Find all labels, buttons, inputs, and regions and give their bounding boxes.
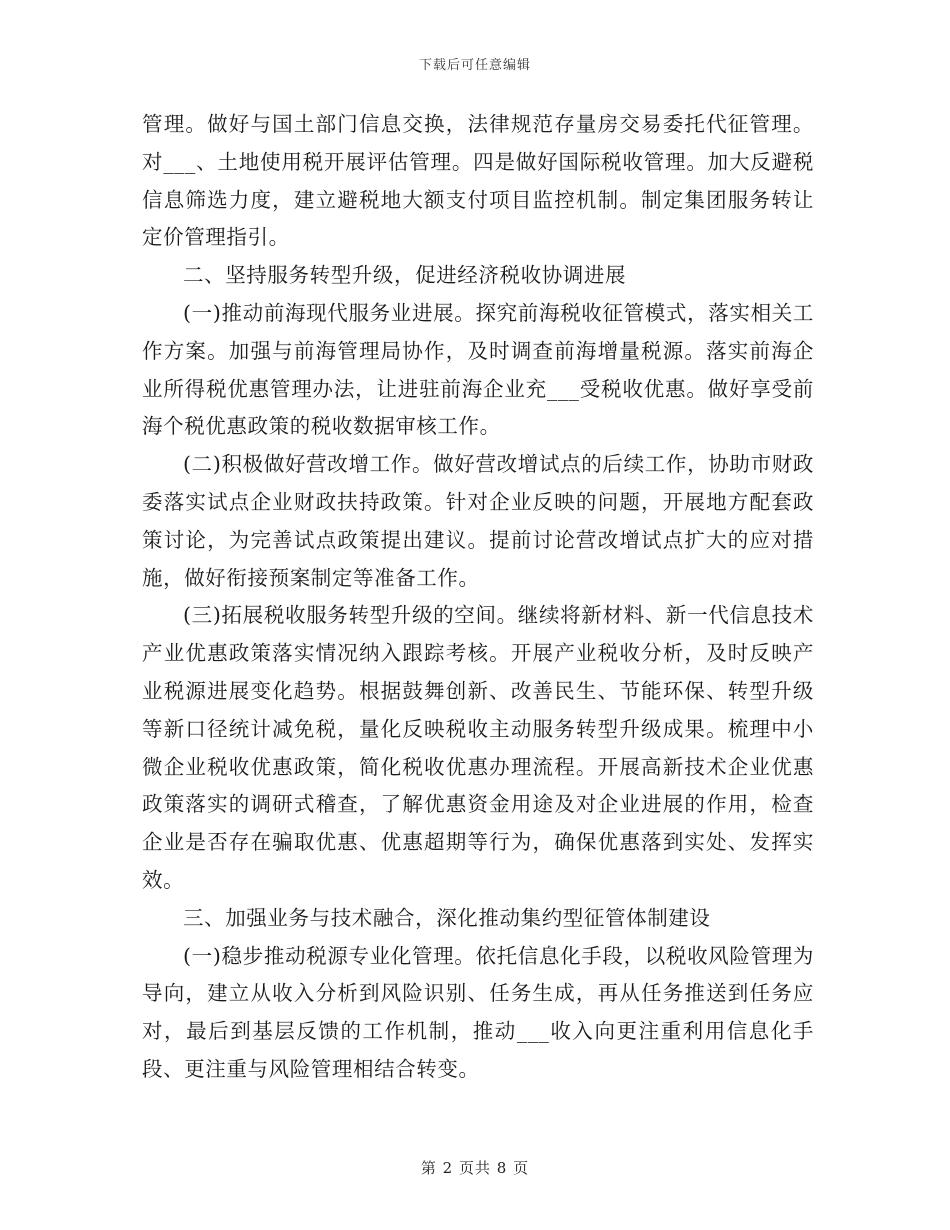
paragraph-transformation-space: (三)拓展税收服务转型升级的空间。继续将新材料、新一代信息技术产业优惠政策落实情况纳入跟踪考核。开展产业税收分析，及时反映产业税源进展变化趋势。根据鼓舞创新、改善民生、节能环保、转型升级等新口径统计减免税，量化反映税收主动服务转型升级成果。梳理中小微企业税收优惠政策，简化税收优惠办理流程。开展高新技术企业优惠政策落实的调研式稽查，了解优惠资金用途及对企业进展的作用，检查企业是否存在骗取优惠、优惠超期等行为，确保优惠落到实处、发挥实效。 [142, 603, 814, 892]
document-body [142, 106, 814, 1089]
page-number-footer: 第 2 页共 8 页 [420, 1159, 530, 1177]
paragraph-source-management: (一)稳步推动税源专业化管理。依托信息化手段，以税收风险管理为导向，建立从收入分析到风险识别、任务生成，再从任务推送到任务应对，最后到基层反馈的工作机制，推动___收入向更注重利用信息化手段、更注重与风险管理相结合转变。 [142, 943, 814, 1081]
paragraph-vat-reform: (二)积极做好营改增工作。做好营改增试点的后续工作，协助市财政委落实试点企业财政扶持政策。针对企业反映的问题，开展地方配套政策讨论，为完善试点政策提出建议。提前讨论营改增试点扩大的应对措施，做好衔接预案制定等准备工作。 [142, 452, 814, 590]
section-heading-service-upgrade: 二、坚持服务转型升级，促进经济税收协调进展 [183, 263, 627, 288]
paragraph-tax-management: 管理。做好与国土部门信息交换，法律规范存量房交易委托代征管理。对___、土地使用税开展评估管理。四是做好国际税收管理。加大反避税信息筛选力度，建立避税地大额支付项目监控机制。制定集团服务转让定价管理指引。 [142, 112, 814, 250]
section-heading-tech-integration: 三、加强业务与技术融合，深化推动集约型征管体制建设 [183, 905, 711, 930]
page-header-note: 下载后可任意编辑 [418, 58, 531, 73]
paragraph-qianhai-service: (一)推动前海现代服务业进展。探究前海税收征管模式，落实相关工作方案。加强与前海管理局协作，及时调查前海增量税源。落实前海企业所得税优惠管理办法，让进驻前海企业充___受税收优惠。做好享受前海个税优惠政策的税收数据审核工作。 [142, 300, 814, 439]
